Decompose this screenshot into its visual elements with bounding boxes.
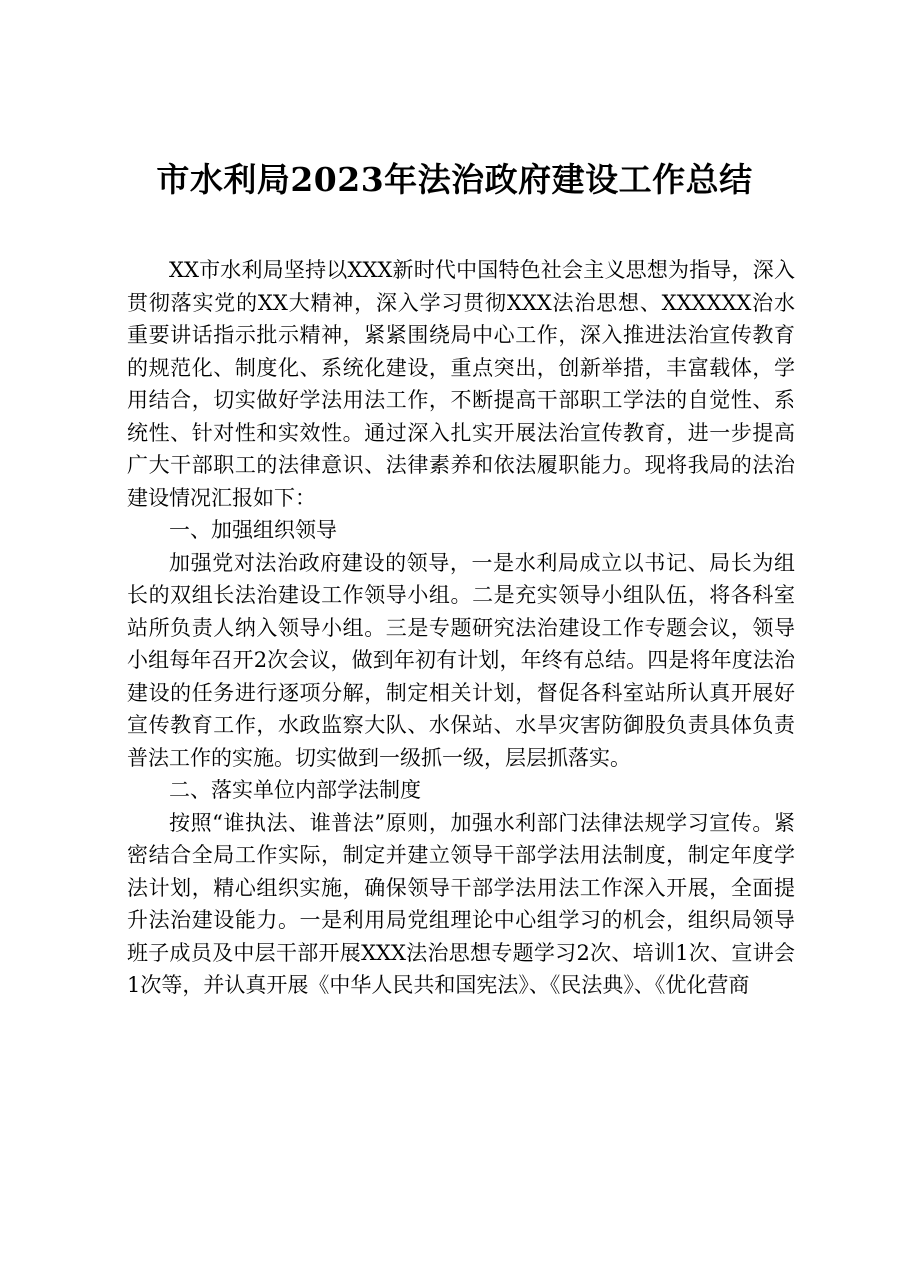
document-body bbox=[127, 254, 795, 1002]
section-heading-1: 一、加强组织领导 bbox=[169, 518, 337, 542]
document-title: 市水利局2023年法治政府建设工作总结 bbox=[156, 160, 753, 199]
section-paragraph-1: 加强党对法治政府建设的领导，一是水利局成立以书记、局长为组长的双组长法治建设工作领导小组。二是充实领导小组队伍，将各科室站所负责人纳入领导小组。三是专题研究法治建设工作专题会议，领导小组每年召开2次会议，做到年初有计划，年终有总结。四是将年度法治建设的任务进行逐项分解，制定相关计划，督促各科室站所认真开展好宣传教育工作，水政监察大队、水保站、水旱灾害防御股负责具体负责普法工作的实施。切实做到一级抓一级，层层抓落实。 bbox=[127, 550, 795, 770]
section-paragraph-2: 按照“谁执法、谁普法”原则，加强水利部门法律法规学习宣传。紧密结合全局工作实际，制定并建立领导干部学法用法制度，制定年度学法计划，精心组织实施，确保领导干部学法用法工作深入开展，全面提升法治建设能力。一是利用局党组理论中心组学习的机会，组织局领导班子成员及中层干部开展XXX法治思想专题学习2次、培训1次、宣讲会1次等，并认真开展《中华人民共和国宪法》、《民法典》、《优化营商 bbox=[127, 810, 795, 997]
intro-paragraph: XX市水利局坚持以XXX新时代中国特色社会主义思想为指导，深入贯彻落实党的XX大精神，深入学习贯彻XXX法治思想、XXXXXX治水重要讲话指示批示精神，紧紧围绕局中心工作，深入推进法治宣传教育的规范化、制度化、系统化建设，重点突出，创新举措，丰富载体，学用结合，切实做好学法用法工作，不断提高干部职工学法的自觉性、系统性、针对性和实效性。通过深入扎实开展法治宣传教育，进一步提高广大干部职工的法律意识、法律素养和依法履职能力。现将我局的法治建设情况汇报如下： bbox=[127, 258, 795, 510]
section-heading-2: 二、落实单位内部学法制度 bbox=[169, 778, 421, 802]
